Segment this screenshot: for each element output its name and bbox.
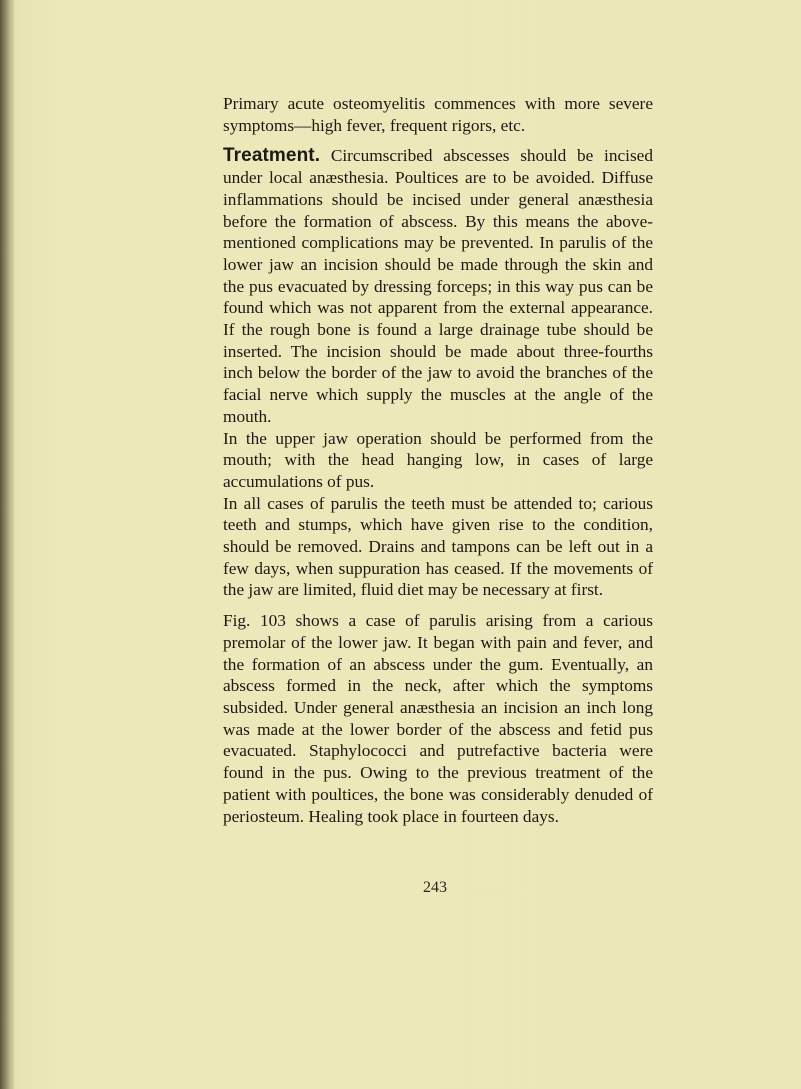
paragraph-upper-jaw bbox=[223, 428, 653, 493]
paragraph-5-text: Fig. 103 shows a case of parulis arising from a carious premolar of the lower jaw. It began with pain and fever, and the formation of an abscess under the gum. Eventually, an abscess formed in the neck, after which the symptoms subsided. Under general anæsthesia an incision an inch long was made at the lower border of the abscess and fetid pus evacuated. Staphylococci and putrefactive bacteria were found in the pus. Owing to the previous treatment of the patient with poultices, the bone was considerably denuded of periosteum. Healing took place in fourteen days. bbox=[223, 611, 653, 826]
paragraph-osteomyelitis bbox=[223, 93, 653, 136]
paragraph-4-text: In all cases of parulis the teeth must be attended to; carious teeth and stumps, which have given rise to the condition, should be removed. Drains and tampons can be left out in a few days, when suppuration has ceased. If the movements of the jaw are limited, fluid diet may be necessary at first. bbox=[223, 493, 653, 600]
paragraph-3-text: In the upper jaw operation should be performed from the mouth; with the head hanging low, in cases of large accumulations of pus. bbox=[223, 428, 653, 491]
paragraph-parulis-teeth bbox=[223, 493, 653, 602]
treatment-heading: Treatment. bbox=[223, 145, 321, 167]
body-text bbox=[223, 93, 653, 827]
book-spine-edge bbox=[0, 0, 14, 1089]
paragraph-1-text: Primary acute osteomyelitis commences with more severe symptoms—high fever, frequent rigors, etc. bbox=[223, 94, 653, 135]
paragraph-treatment bbox=[223, 145, 653, 427]
paragraph-fig-103 bbox=[223, 610, 653, 827]
paragraph-2-text: Circumscribed abscesses should be incised under local anæsthesia. Poultices are to be avoided. Diffuse inflammations should be incised under general anæsthesia before the formation of abscess. By this means the above-mentioned complications may be prevented. In parulis of the lower jaw an incision should be made through the skin and the pus evacuated by dressing forceps; in this way pus can be found which was not apparent from the external appearance. If the rough bone is found a large drainage tube should be inserted. The incision should be made about three-fourths inch below the border of the jaw to avoid the branches of the facial nerve which supply the muscles at the angle of the mouth. bbox=[223, 146, 653, 426]
page-number: 243 bbox=[423, 879, 447, 896]
